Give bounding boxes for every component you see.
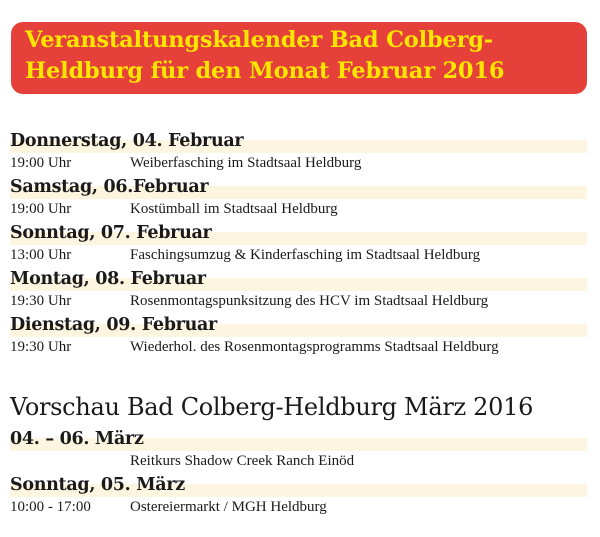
event-detail xyxy=(10,290,587,314)
event-date: Samstag, 06.Februar xyxy=(10,176,587,198)
calendar-banner xyxy=(11,22,587,94)
event-title: Reitkurs Shadow Creek Ranch Einöd xyxy=(130,453,355,469)
event-time: 19:30 Uhr xyxy=(10,339,72,355)
event-date: Sonntag, 07. Februar xyxy=(10,222,587,244)
event-title: Wiederhol. des Rosenmontagsprogramms Stadtsaal Heldburg xyxy=(130,339,499,355)
event-time: 13:00 Uhr xyxy=(10,247,72,263)
event-detail xyxy=(10,244,587,268)
event-time: 19:00 Uhr xyxy=(10,155,72,171)
event-date: Donnerstag, 04. Februar xyxy=(10,130,587,152)
event-entry xyxy=(10,176,587,222)
event-time: 10:00 - 17:00 xyxy=(10,499,91,515)
event-entry xyxy=(10,428,587,474)
event-date: Sonntag, 05. März xyxy=(10,474,587,496)
event-detail xyxy=(10,198,587,222)
event-entry xyxy=(10,222,587,268)
event-detail xyxy=(10,450,587,474)
event-date: 04. – 06. März xyxy=(10,428,587,450)
event-entry xyxy=(10,130,587,176)
event-entry xyxy=(10,474,587,520)
event-time: 19:00 Uhr xyxy=(10,201,72,217)
banner-title-line-1: Veranstaltungskalender Bad Colberg- xyxy=(25,27,493,53)
event-entry xyxy=(10,314,587,360)
event-title: Ostereiermarkt / MGH Heldburg xyxy=(130,499,327,515)
event-date: Montag, 08. Februar xyxy=(10,268,587,290)
event-detail xyxy=(10,152,587,176)
event-title: Rosenmontagspunksitzung des HCV im Stadtsaal Heldburg xyxy=(130,293,489,309)
event-detail xyxy=(10,496,587,520)
event-detail xyxy=(10,336,587,360)
banner-title-line-2: Heldburg für den Monat Februar 2016 xyxy=(25,58,505,84)
march-preview-events xyxy=(10,428,587,520)
event-date: Dienstag, 09. Februar xyxy=(10,314,587,336)
event-time: 19:30 Uhr xyxy=(10,293,72,309)
event-title: Kostümball im Stadtsaal Heldburg xyxy=(130,201,338,217)
event-title: Weiberfasching im Stadtsaal Heldburg xyxy=(130,155,362,171)
february-events xyxy=(10,130,587,360)
event-title: Faschingsumzug & Kinderfasching im Stadtsaal Heldburg xyxy=(130,247,481,263)
preview-heading: Vorschau Bad Colberg-Heldburg März 2016 xyxy=(10,393,534,421)
event-entry xyxy=(10,268,587,314)
